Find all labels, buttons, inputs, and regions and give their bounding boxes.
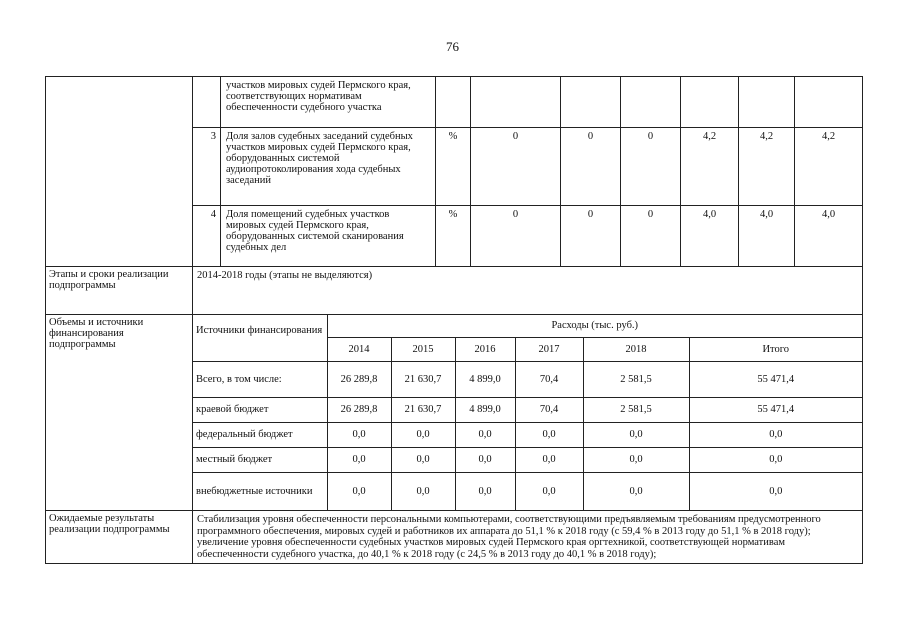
- amount-cell: 0,0: [689, 472, 862, 510]
- results-paragraph: Стабилизация уровня обеспеченности персональными компьютерами, соответствующими предъявляемым требованиям предусмотренного программного обеспечения, мировых судей и работников их аппарата до 51,1 % к 2018 году (с 59,4 % в 2013 году до 51,1 % в 2018 году);: [197, 514, 821, 537]
- indicator-value: 4,2: [681, 128, 739, 205]
- indicator-number: [193, 77, 221, 127]
- indicator-unit: [436, 77, 471, 127]
- results-label: Ожидаемые результаты реализации подпрограммы: [46, 511, 193, 563]
- indicator-value: 4,0: [739, 206, 795, 266]
- stages-label: Этапы и сроки реализации подпрограммы: [46, 267, 193, 314]
- indicator-row: [193, 128, 862, 206]
- year-header: 2017: [515, 337, 583, 361]
- indicator-value: 0: [561, 128, 621, 205]
- amount-cell: 0,0: [583, 447, 689, 472]
- indicator-number: 4: [193, 206, 221, 266]
- expenses-header: Расходы (тыс. руб.): [327, 315, 862, 337]
- year-header: 2018: [583, 337, 689, 361]
- amount-cell: 0,0: [391, 447, 455, 472]
- amount-cell: 0,0: [515, 472, 583, 510]
- source-name: местный бюджет: [193, 447, 327, 472]
- indicator-value: 4,0: [821, 209, 836, 220]
- year-header: 2014: [327, 337, 391, 361]
- amount-cell: 0,0: [327, 472, 391, 510]
- amount-cell: 0,0: [689, 422, 862, 447]
- financing-table: [193, 315, 862, 510]
- year-header: 2015: [391, 337, 455, 361]
- amount-cell: 2 581,5: [583, 397, 689, 422]
- amount-cell: 2 581,5: [583, 361, 689, 397]
- indicator-row: [193, 77, 862, 128]
- amount-cell: 21 630,7: [391, 361, 455, 397]
- amount-cell: 0,0: [515, 447, 583, 472]
- indicators-row: [46, 77, 862, 267]
- indicator-value: [621, 77, 681, 127]
- amount-cell: 0,0: [583, 422, 689, 447]
- amount-cell: 0,0: [515, 422, 583, 447]
- sources-header: Источники финансирования: [193, 315, 327, 361]
- indicator-unit: %: [436, 206, 471, 266]
- indicator-value: 4,0: [681, 206, 739, 266]
- indicator-value: 0: [621, 128, 681, 205]
- page-number: 76: [446, 39, 459, 54]
- indicator-value: [795, 77, 862, 127]
- amount-cell: 55 471,4: [689, 361, 862, 397]
- indicator-unit: %: [436, 128, 471, 205]
- indicator-value: [739, 77, 795, 127]
- amount-cell: 0,0: [327, 447, 391, 472]
- amount-cell: 4 899,0: [455, 397, 515, 422]
- amount-cell: 55 471,4: [689, 397, 862, 422]
- total-header: Итого: [689, 337, 862, 361]
- amount-cell: 0,0: [455, 422, 515, 447]
- amount-cell: 70,4: [515, 361, 583, 397]
- indicator-value: 4,2: [821, 131, 836, 142]
- amount-cell: 0,0: [583, 472, 689, 510]
- amount-cell: 0,0: [391, 472, 455, 510]
- indicator-value: [561, 77, 621, 127]
- amount-cell: 70,4: [515, 397, 583, 422]
- indicators-label-cell: [46, 77, 193, 266]
- passport-table: [45, 76, 863, 564]
- financing-subtable-wrap: [193, 315, 862, 510]
- amount-cell: 26 289,8: [327, 361, 391, 397]
- results-text: [193, 511, 862, 563]
- financing-row: [46, 315, 862, 511]
- indicator-number: 3: [193, 128, 221, 205]
- amount-cell: 0,0: [391, 422, 455, 447]
- indicator-value: [471, 77, 561, 127]
- year-header: 2016: [455, 337, 515, 361]
- indicator-value: 0: [561, 206, 621, 266]
- indicator-value: [681, 77, 739, 127]
- indicator-name: участков мировых судей Пермского края, соответствующих нормативам обеспеченности судебного участка: [221, 77, 436, 127]
- amount-cell: 0,0: [689, 447, 862, 472]
- amount-cell: 0,0: [455, 472, 515, 510]
- source-name: внебюджетные источники: [193, 472, 327, 510]
- source-name: федеральный бюджет: [193, 422, 327, 447]
- amount-cell: 21 630,7: [391, 397, 455, 422]
- indicators-subtable: [193, 77, 862, 266]
- amount-cell: 26 289,8: [327, 397, 391, 422]
- source-name: Всего, в том числе:: [193, 361, 327, 397]
- amount-cell: 0,0: [455, 447, 515, 472]
- indicator-value: 0: [471, 128, 561, 205]
- financing-label: Объемы и источники финансирования подпрограммы: [46, 315, 193, 510]
- stages-row: [46, 267, 862, 315]
- results-row: [46, 511, 862, 563]
- indicator-value: 0: [471, 206, 561, 266]
- indicator-name: Доля помещений судебных участков мировых судей Пермского края, оборудованных системой сканирования судебных дел: [221, 206, 436, 266]
- indicator-value: 0: [621, 206, 681, 266]
- indicator-value: 4,2: [739, 128, 795, 205]
- indicator-name: Доля залов судебных заседаний судебных участков мировых судей Пермского края, оборудованных системой аудиопротоколирования хода судебных заседаний: [221, 128, 436, 205]
- stages-value: 2014-2018 годы (этапы не выделяются): [197, 270, 373, 281]
- indicator-row: [193, 206, 862, 266]
- source-name: краевой бюджет: [193, 397, 327, 422]
- results-paragraph: увеличение уровня обеспеченности судебных участков мировых судей Пермского края оргтехникой, соответствующей нормативам обеспеченности судебного участка, до 40,1 % к 2018 году (с 24,5 % в 2013 году до 40,1 % в 2018 году);: [197, 537, 786, 560]
- amount-cell: 0,0: [327, 422, 391, 447]
- amount-cell: 4 899,0: [455, 361, 515, 397]
